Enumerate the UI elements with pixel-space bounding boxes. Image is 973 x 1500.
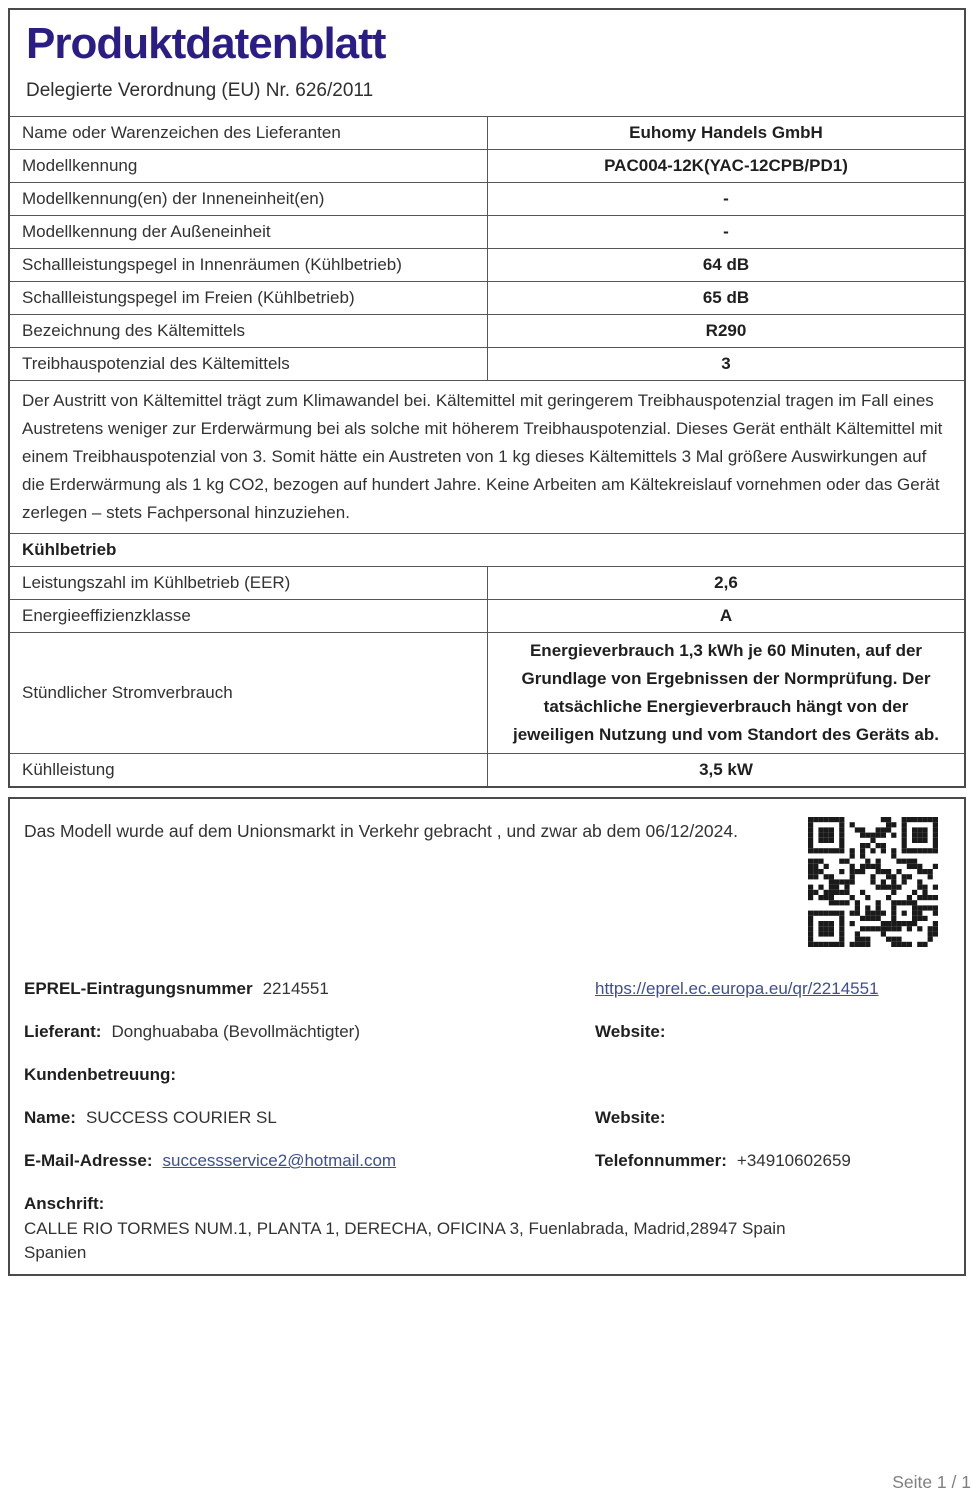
phone-label: Telefonnummer: bbox=[595, 1151, 727, 1170]
placed-on-market-text: Das Modell wurde auf dem Unionsmarkt in Verkehr gebracht , und zwar ab dem 06/12/2024. bbox=[24, 821, 738, 841]
table-row bbox=[10, 116, 964, 149]
table-row bbox=[10, 566, 964, 599]
eprel-link-row bbox=[595, 979, 879, 999]
phone-value: +34910602659 bbox=[736, 1151, 851, 1170]
page-title: Produktdatenblatt bbox=[26, 19, 386, 68]
address-line-2: Spanien bbox=[24, 1243, 87, 1262]
row-label: Kühlleistung bbox=[22, 760, 115, 779]
row-label: Modellkennung(en) der Inneneinheit(en) bbox=[22, 189, 325, 208]
row-label: Leistungszahl im Kühlbetrieb (EER) bbox=[22, 573, 291, 592]
website-label: Website: bbox=[595, 1022, 666, 1041]
row-label: Modellkennung bbox=[22, 156, 138, 175]
row-label: Stündlicher Stromverbrauch bbox=[22, 683, 233, 702]
row-value: R290 bbox=[487, 315, 964, 347]
phone-row bbox=[595, 1151, 851, 1171]
row-value: - bbox=[487, 216, 964, 248]
eprel-number: 2214551 bbox=[262, 979, 329, 998]
market-info-box bbox=[8, 797, 966, 1276]
supplier-value: Donghuababa (Bevollmächtigter) bbox=[111, 1022, 361, 1041]
eprel-link[interactable]: https://eprel.ec.europa.eu/qr/2214551 bbox=[595, 979, 879, 998]
table-row bbox=[10, 753, 964, 786]
row-label: Energieeffizienzklasse bbox=[22, 606, 191, 625]
website-label: Website: bbox=[595, 1108, 666, 1127]
row-label: Modellkennung der Außeneinheit bbox=[22, 222, 271, 241]
page-number: Seite 1 / 1 bbox=[892, 1472, 971, 1492]
row-value: 3,5 kW bbox=[487, 754, 964, 786]
row-label: Treibhauspotenzial des Kältemittels bbox=[22, 354, 290, 373]
table-row bbox=[10, 215, 964, 248]
contact-name-row bbox=[24, 1108, 277, 1128]
regulation-subtitle: Delegierte Verordnung (EU) Nr. 626/2011 bbox=[26, 80, 374, 101]
website-row-1 bbox=[595, 1022, 666, 1042]
section-header-cooling: Kühlbetrieb bbox=[10, 533, 964, 566]
table-row bbox=[10, 149, 964, 182]
row-value: PAC004-12K(YAC-12CPB/PD1) bbox=[487, 150, 964, 182]
table-row bbox=[10, 314, 964, 347]
row-value: Euhomy Handels GmbH bbox=[487, 117, 964, 149]
address-line-1: CALLE RIO TORMES NUM.1, PLANTA 1, DERECHA, OFICINA 3, Fuenlabrada, Madrid,28947 Spain bbox=[24, 1219, 786, 1238]
email-link[interactable]: successservice2@hotmail.com bbox=[162, 1151, 397, 1170]
address-label: Anschrift: bbox=[24, 1194, 105, 1213]
row-value: 2,6 bbox=[487, 567, 964, 599]
title-block bbox=[10, 10, 964, 116]
eprel-label: EPREL-Eintragungsnummer bbox=[24, 979, 253, 998]
datasheet-box bbox=[8, 8, 966, 788]
row-value: 64 dB bbox=[487, 249, 964, 281]
row-value: A bbox=[487, 600, 964, 632]
row-value: 3 bbox=[487, 348, 964, 380]
table-row bbox=[10, 182, 964, 215]
supplier-row bbox=[24, 1022, 360, 1042]
address-label-row bbox=[24, 1194, 104, 1214]
website-row-2 bbox=[595, 1108, 666, 1128]
row-value: 65 dB bbox=[487, 282, 964, 314]
row-value: - bbox=[487, 183, 964, 215]
row-label: Schallleistungspegel im Freien (Kühlbetrieb) bbox=[22, 288, 355, 307]
email-row bbox=[24, 1151, 396, 1171]
eprel-row bbox=[24, 979, 329, 999]
table-row bbox=[10, 347, 964, 380]
customer-service-label: Kundenbetreuung: bbox=[24, 1065, 177, 1084]
row-label: Name oder Warenzeichen des Lieferanten bbox=[22, 123, 341, 142]
refrigerant-gwp-note: Der Austritt von Kältemittel trägt zum Klimawandel bei. Kältemittel mit geringerem Treibhauspotenzial tragen im Fall eines Austretens weniger zur Erderwärmung bei als solche mit höherem Treibhauspotenzial. Dieses Gerät enthält Kältemittel mit einem Treibhauspotenzial von 3. Somit hätte ein Austreten von 1 kg dieses Kältemittels 3 Mal größere Auswirkungen auf die Erderwärmung als 1 kg CO2, bezogen auf hundert Jahre. Keine Arbeiten am Kältekreislauf vornehmen oder das Gerät zerlegen – stets Fachpersonal hinzuziehen. bbox=[10, 380, 964, 533]
qr-code-icon bbox=[808, 817, 938, 947]
table-row bbox=[10, 599, 964, 632]
table-row bbox=[10, 632, 964, 753]
contact-name-value: SUCCESS COURIER SL bbox=[85, 1108, 277, 1127]
table-row bbox=[10, 248, 964, 281]
row-label: Schallleistungspegel in Innenräumen (Kühlbetrieb) bbox=[22, 255, 402, 274]
contact-name-label: Name: bbox=[24, 1108, 76, 1127]
email-label: E-Mail-Adresse: bbox=[24, 1151, 153, 1170]
row-label: Bezeichnung des Kältemittels bbox=[22, 321, 246, 340]
row-value: Energieverbrauch 1,3 kWh je 60 Minuten, auf der Grundlage von Ergebnissen der Normprüfung. Der tatsächliche Energieverbrauch hängt von der jeweiligen Nutzung und vom Standort des Geräts ab. bbox=[487, 633, 964, 753]
table-row bbox=[10, 281, 964, 314]
customer-service-row bbox=[24, 1065, 176, 1085]
supplier-label: Lieferant: bbox=[24, 1022, 102, 1041]
